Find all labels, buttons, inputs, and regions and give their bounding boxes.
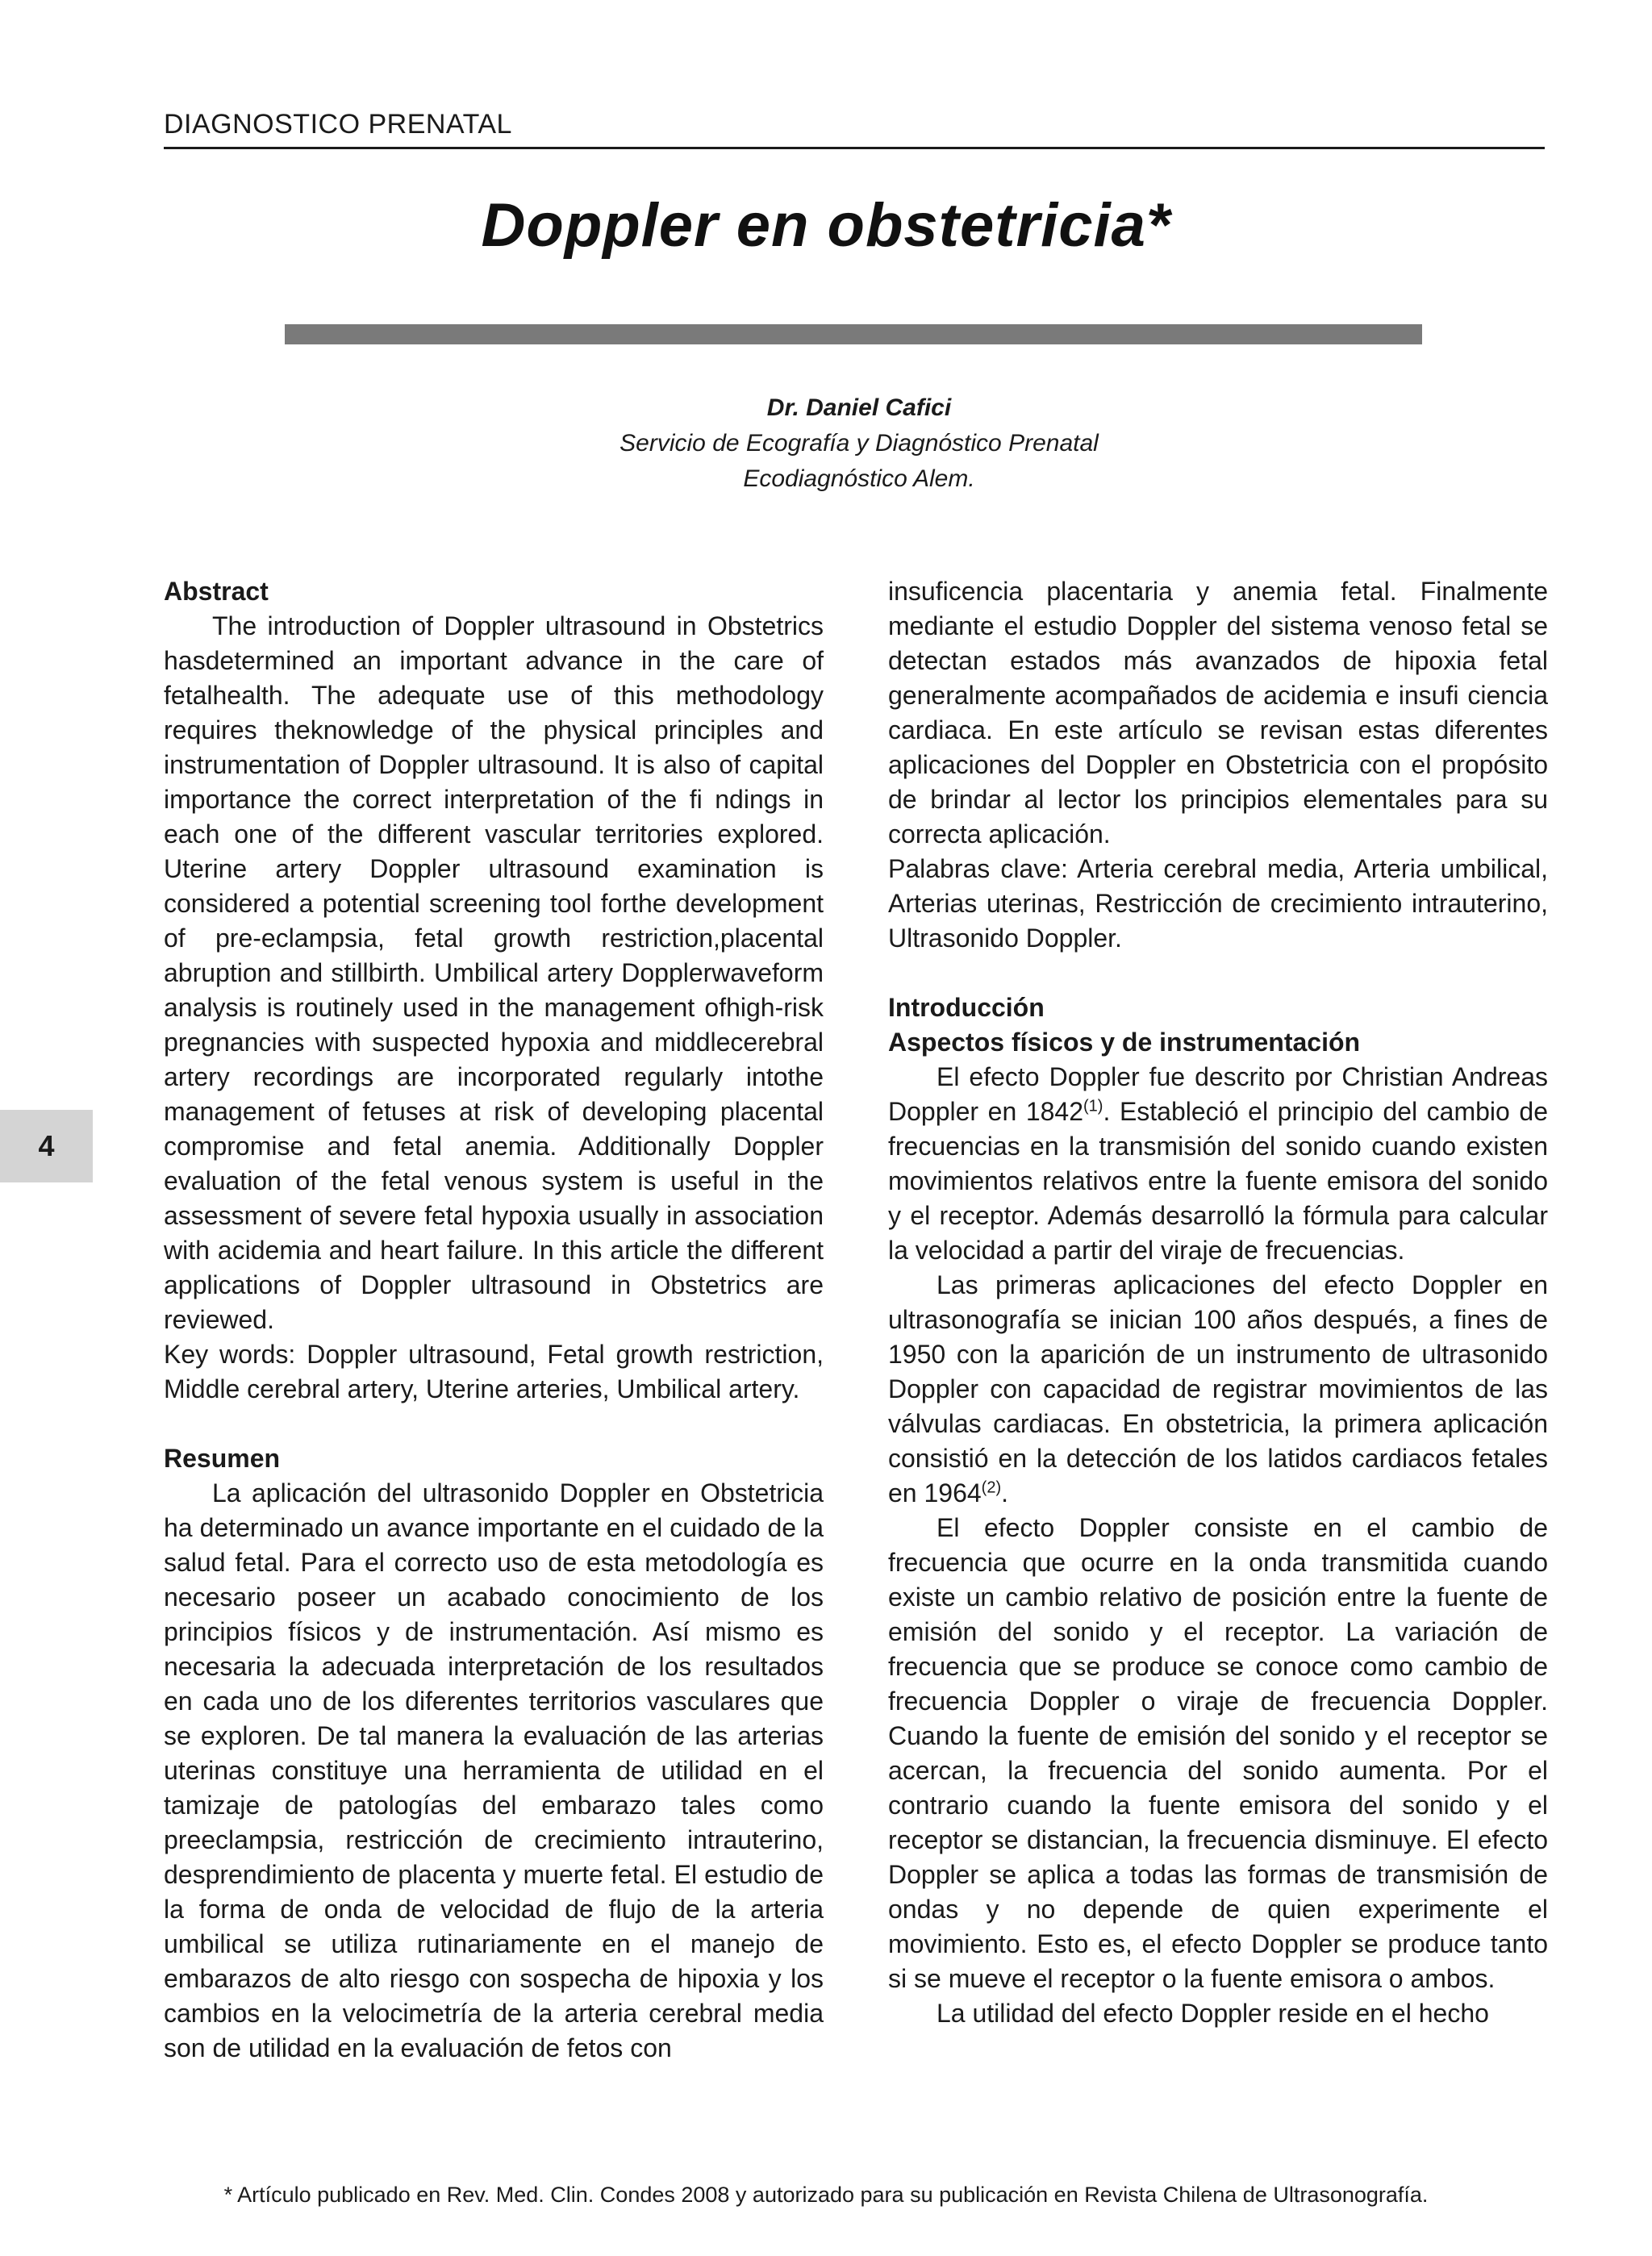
- header-rule: [164, 147, 1545, 149]
- intro-subheading: Aspectos físicos y de instrumentación: [888, 1028, 1361, 1057]
- intro-paragraph-1: El efecto Doppler fue descrito por Christian Andreas Doppler en 1842$^{(1)}$. Estableció el principio del cambio de frecuencias en la transmisión del sonido cuando existen movimientos relativos entre la fuente emisora del sonido y el receptor. Además desarrolló la fórmula para calcular la velocidad a partir del viraje de frecuencias.: [888, 1062, 1549, 1265]
- resumen-heading: Resumen: [164, 1444, 281, 1473]
- footnote: * Artículo publicado en Rev. Med. Clin. Condes 2008 y autorizado para su publicación en Revista Chilena de Ultrasonografía.: [223, 2183, 1429, 2207]
- right-column: [888, 574, 1548, 2031]
- intro-heading: Introducción: [888, 993, 1045, 1022]
- citation-ref-1: (1): [1083, 1097, 1103, 1115]
- abstract-heading: Abstract: [164, 577, 269, 606]
- abstract-body: The introduction of Doppler ultrasound in Obstetrics hasdetermined an important advance in the care of fetalhealth. The adequate use of this methodology requires theknowledge of the physical principles and instrumentation of Doppler ultrasound. It is also of capital importance the correct interpretation of the fi ndings in each one of the different vascular territories explored. Uterine artery Doppler ultrasound examination is considered a potential screening tool forthe development of pre-eclampsia, fetal growth restriction,placental abruption and stillbirth. Umbilical artery Dopplerwaveform analysis is routinely used in the management ofhigh-risk pregnancies with suspected hypoxia and middlecerebral artery recordings are incorporated regularly intothe management of fetuses at risk of developing placental compromise and fetal anemia. Additionally Doppler evaluation of the fetal venous system is useful in the assessment of severe fetal hypoxia usually in association with acidemia and heart failure. In this article the different applications of Doppler ultrasound in Obstetrics are reviewed.: [164, 611, 824, 1334]
- intro-paragraph-3: El efecto Doppler consiste en el cambio de frecuencia que ocurre en la onda transmitida cuando existe un cambio relativo de posición entre la fuente de emisión del sonido y el receptor. La variación de frecuencia que se produce se conoce como cambio de frecuencia Doppler o viraje de frecuencia Doppler. Cuando la fuente de emisión del sonido y el receptor se acercan, la frecuencia del sonido aumenta. Por el contrario cuando la fuente emisora del sonido y el receptor se distancian, la frecuencia disminuye. El efecto Doppler se aplica a todas las formas de transmisión de ondas y no depende de quien experimente el movimiento. Esto es, el efecto Doppler se produce tanto si se mueve el receptor o la fuente emisora o ambos.: [888, 1513, 1548, 1993]
- page-number: 4: [38, 1129, 55, 1162]
- page-number-tab: [0, 1110, 93, 1182]
- author-block: [0, 390, 1652, 497]
- left-column: [164, 574, 824, 2066]
- intro-paragraph-2: Las primeras aplicaciones del efecto Doppler en ultrasonografía se inician 100 años después, a fines de 1950 con la aparición de un instrumento de ultrasonido Doppler con capacidad de registrar movimientos de las válvulas cardiacas. En obstetricia, la primera aplicación consistió en la detección de los latidos cardiacos fetales en 1964$^{(2)}$.: [888, 1270, 1548, 1507]
- author-affiliation: Servicio de Ecografía y Diagnóstico Prenatal: [620, 430, 1099, 457]
- article-title: Doppler en obstetricia*: [481, 191, 1171, 260]
- author-name: Dr. Daniel Cafici: [766, 394, 952, 421]
- abstract-keywords: Key words: Doppler ultrasound, Fetal growth restriction, Middle cerebral artery, Uterine arteries, Umbilical artery.: [164, 1340, 824, 1403]
- title-bar: [285, 324, 1422, 344]
- citation-ref-2: (2): [981, 1478, 1002, 1497]
- resumen-body-left: La aplicación del ultrasonido Doppler en Obstetricia ha determinado un avance importante en el cuidado de la salud fetal. Para el correcto uso de esta metodología es necesario poseer un acabado conocimiento de los principios físicos y de instrumentación. Así mismo es necesaria la adecuada interpretación de los resultados en cada uno de los diferentes territorios vasculares que se exploren. De tal manera la evaluación de las arterias uterinas constituye una herramienta de utilidad en el tamizaje de patologías del embarazo tales como preeclampsia, restricción de crecimiento intrauterino, desprendimiento de placenta y muerte fetal. El estudio de la forma de onda de velocidad de flujo de la arteria umbilical se utiliza rutinariamente en el manejo de embarazos de alto riesgo con sospecha de hipoxia y los cambios en la velocimetría de la arteria cerebral media son de utilidad en la evaluación de fetos con: [164, 1478, 824, 2062]
- intro-paragraph-4: La utilidad del efecto Doppler reside en el hecho: [937, 1999, 1489, 2028]
- author-institution: Ecodiagnóstico Alem.: [743, 465, 975, 492]
- resumen-body-right: insuficencia placentaria y anemia fetal. Finalmente mediante el estudio Doppler del sistema venoso fetal se detectan estados más avanzados de hipoxia fetal generalmente acompañados de acidemia e insufi ciencia cardiaca. En este artículo se revisan estas diferentes aplicaciones del Doppler en Obstetricia con el propósito de brindar al lector los principios elementales para su correcta aplicación.: [888, 577, 1548, 849]
- resumen-keywords: Palabras clave: Arteria cerebral media, Arteria umbilical, Arterias uterinas, Restricción de crecimiento intrauterino, Ultrasonido Doppler.: [888, 854, 1548, 953]
- section-label: DIAGNOSTICO PRENATAL: [164, 109, 512, 140]
